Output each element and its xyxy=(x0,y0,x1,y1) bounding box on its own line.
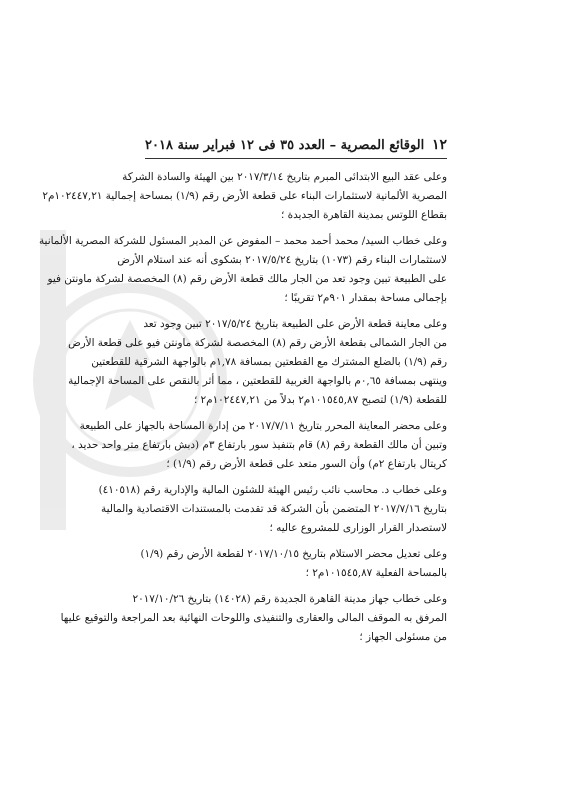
text-line: وينتهى بمسافة ٠,٦٥م بالواجهة الغربية للقطعتين ، مما أثر بالنقص على المساحة الإجمالية xyxy=(68,375,447,387)
text-line: للقطعة (١/٩) لتصبح ١٠١٥٤٥,٨٧م٢ بدلاً من ١٠٢٤٤٧,٢١م٢ ؛ xyxy=(193,394,447,406)
paragraph-sale-contract xyxy=(42,168,447,225)
text-line: وتبين أن مالك القطعة رقم (٨) قام بتنفيذ سور بارتفاع ٣م (دبش بارتفاع متر واحد حديد ، xyxy=(71,439,447,451)
text-line: وعلى محضر المعاينة المحرر بتاريخ ٢٠١٧/٧/١١ من إدارة المساحة بالجهاز على الطبيعة xyxy=(79,420,447,432)
text-line: وعلى عقد البيع الابتدائى المبرم بتاريخ ٢٠١٧/٣/١٤ بين الهيئة والسادة الشركة xyxy=(122,171,447,183)
text-line: المرفق به الموقف المالى والعقارى والتنفيذى واللوحات النهائية بعد المراجعة والتوقيع عليها xyxy=(60,612,447,624)
text-line: المصرية الألمانية لاستثمارات البناء على قطعة الأرض رقم (١/٩) بمساحة إجمالية ١٠٢٤٤٧,٢١م٢ xyxy=(42,190,447,202)
text-line: وعلى خطاب جهاز مدينة القاهرة الجديدة رقم (١٤٠٢٨) بتاريخ ٢٠١٧/١٠/٢٦ xyxy=(132,593,447,605)
paragraph-inspection-report xyxy=(71,417,447,474)
publication-title: الوقائع المصرية – العدد ٣٥ فى ١٢ فبراير سنة ٢٠١٨ xyxy=(145,137,425,153)
text-line: من الجار الشمالى بقطعة الأرض رقم (٨) المخصصة لشركة ماونتن فيو على قطعة الأرض xyxy=(68,337,447,349)
paragraph-financial-letter xyxy=(98,481,447,538)
text-line: وعلى معاينة قطعة الأرض على الطبيعة بتاريخ ٢٠١٧/٥/٢٤ تبين وجود تعد xyxy=(143,318,447,330)
text-line: على الطبيعة تبين وجود تعد من الجار مالك قطعة الأرض رقم (٨) المخصصة لشركة ماونتن فيو xyxy=(47,273,447,285)
paragraph-city-authority-letter xyxy=(60,590,447,647)
page-number: ١٢ xyxy=(431,137,447,153)
text-line: بإجمالى مساحة بمقدار ٩٠١م٢ تقريبًا ؛ xyxy=(284,292,447,304)
text-line: من مسئولى الجهاز ؛ xyxy=(359,631,447,643)
text-line: بقطاع اللوتس بمدينة القاهرة الجديدة ؛ xyxy=(281,209,447,221)
page-header xyxy=(145,134,447,156)
text-line: وعلى تعديل محضر الاستلام بتاريخ ٢٠١٧/١٠/١٥ لقطعة الأرض رقم (١/٩) xyxy=(140,548,447,560)
text-line: كريتال بارتفاع ٢م) وأن السور متعد على قطعة الأرض رقم (١/٩) ؛ xyxy=(166,458,447,470)
paragraph-site-inspection xyxy=(68,315,447,410)
text-line: لاستصدار القرار الوزارى للمشروع عاليه ؛ xyxy=(269,522,447,534)
header-rule xyxy=(145,158,447,159)
text-line: وعلى خطاب السيد/ محمد أحمد محمد – المفوض عن المدير المسئول للشركة المصرية الألمانية xyxy=(38,235,447,247)
paragraph-complaint-letter xyxy=(38,232,447,308)
text-line: لاستثمارات البناء رقم (١٠٧٣) بتاريخ ٢٠١٧/٥/٢٤ بشكوى أنه عند استلام الأرض xyxy=(117,254,447,266)
document-body xyxy=(38,168,447,654)
paragraph-handover-amendment xyxy=(140,545,447,583)
text-line: وعلى خطاب د. محاسب نائب رئيس الهيئة للشئون المالية والإدارية رقم (٤١٠٥١٨) xyxy=(98,484,447,496)
text-line: بتاريخ ٢٠١٧/٧/١٦ المتضمن بأن الشركة قد تقدمت بالمستندات الاقتصادية والمالية xyxy=(101,503,447,515)
text-line: رقم (١/٩) بالضلع المشترك مع القطعتين بمسافة ١,٧٨م بالواجهة الشرقية للقطعتين xyxy=(91,356,447,368)
text-line: بالمساحة الفعلية ١٠١٥٤٥,٨٧م٢ ؛ xyxy=(305,567,447,579)
